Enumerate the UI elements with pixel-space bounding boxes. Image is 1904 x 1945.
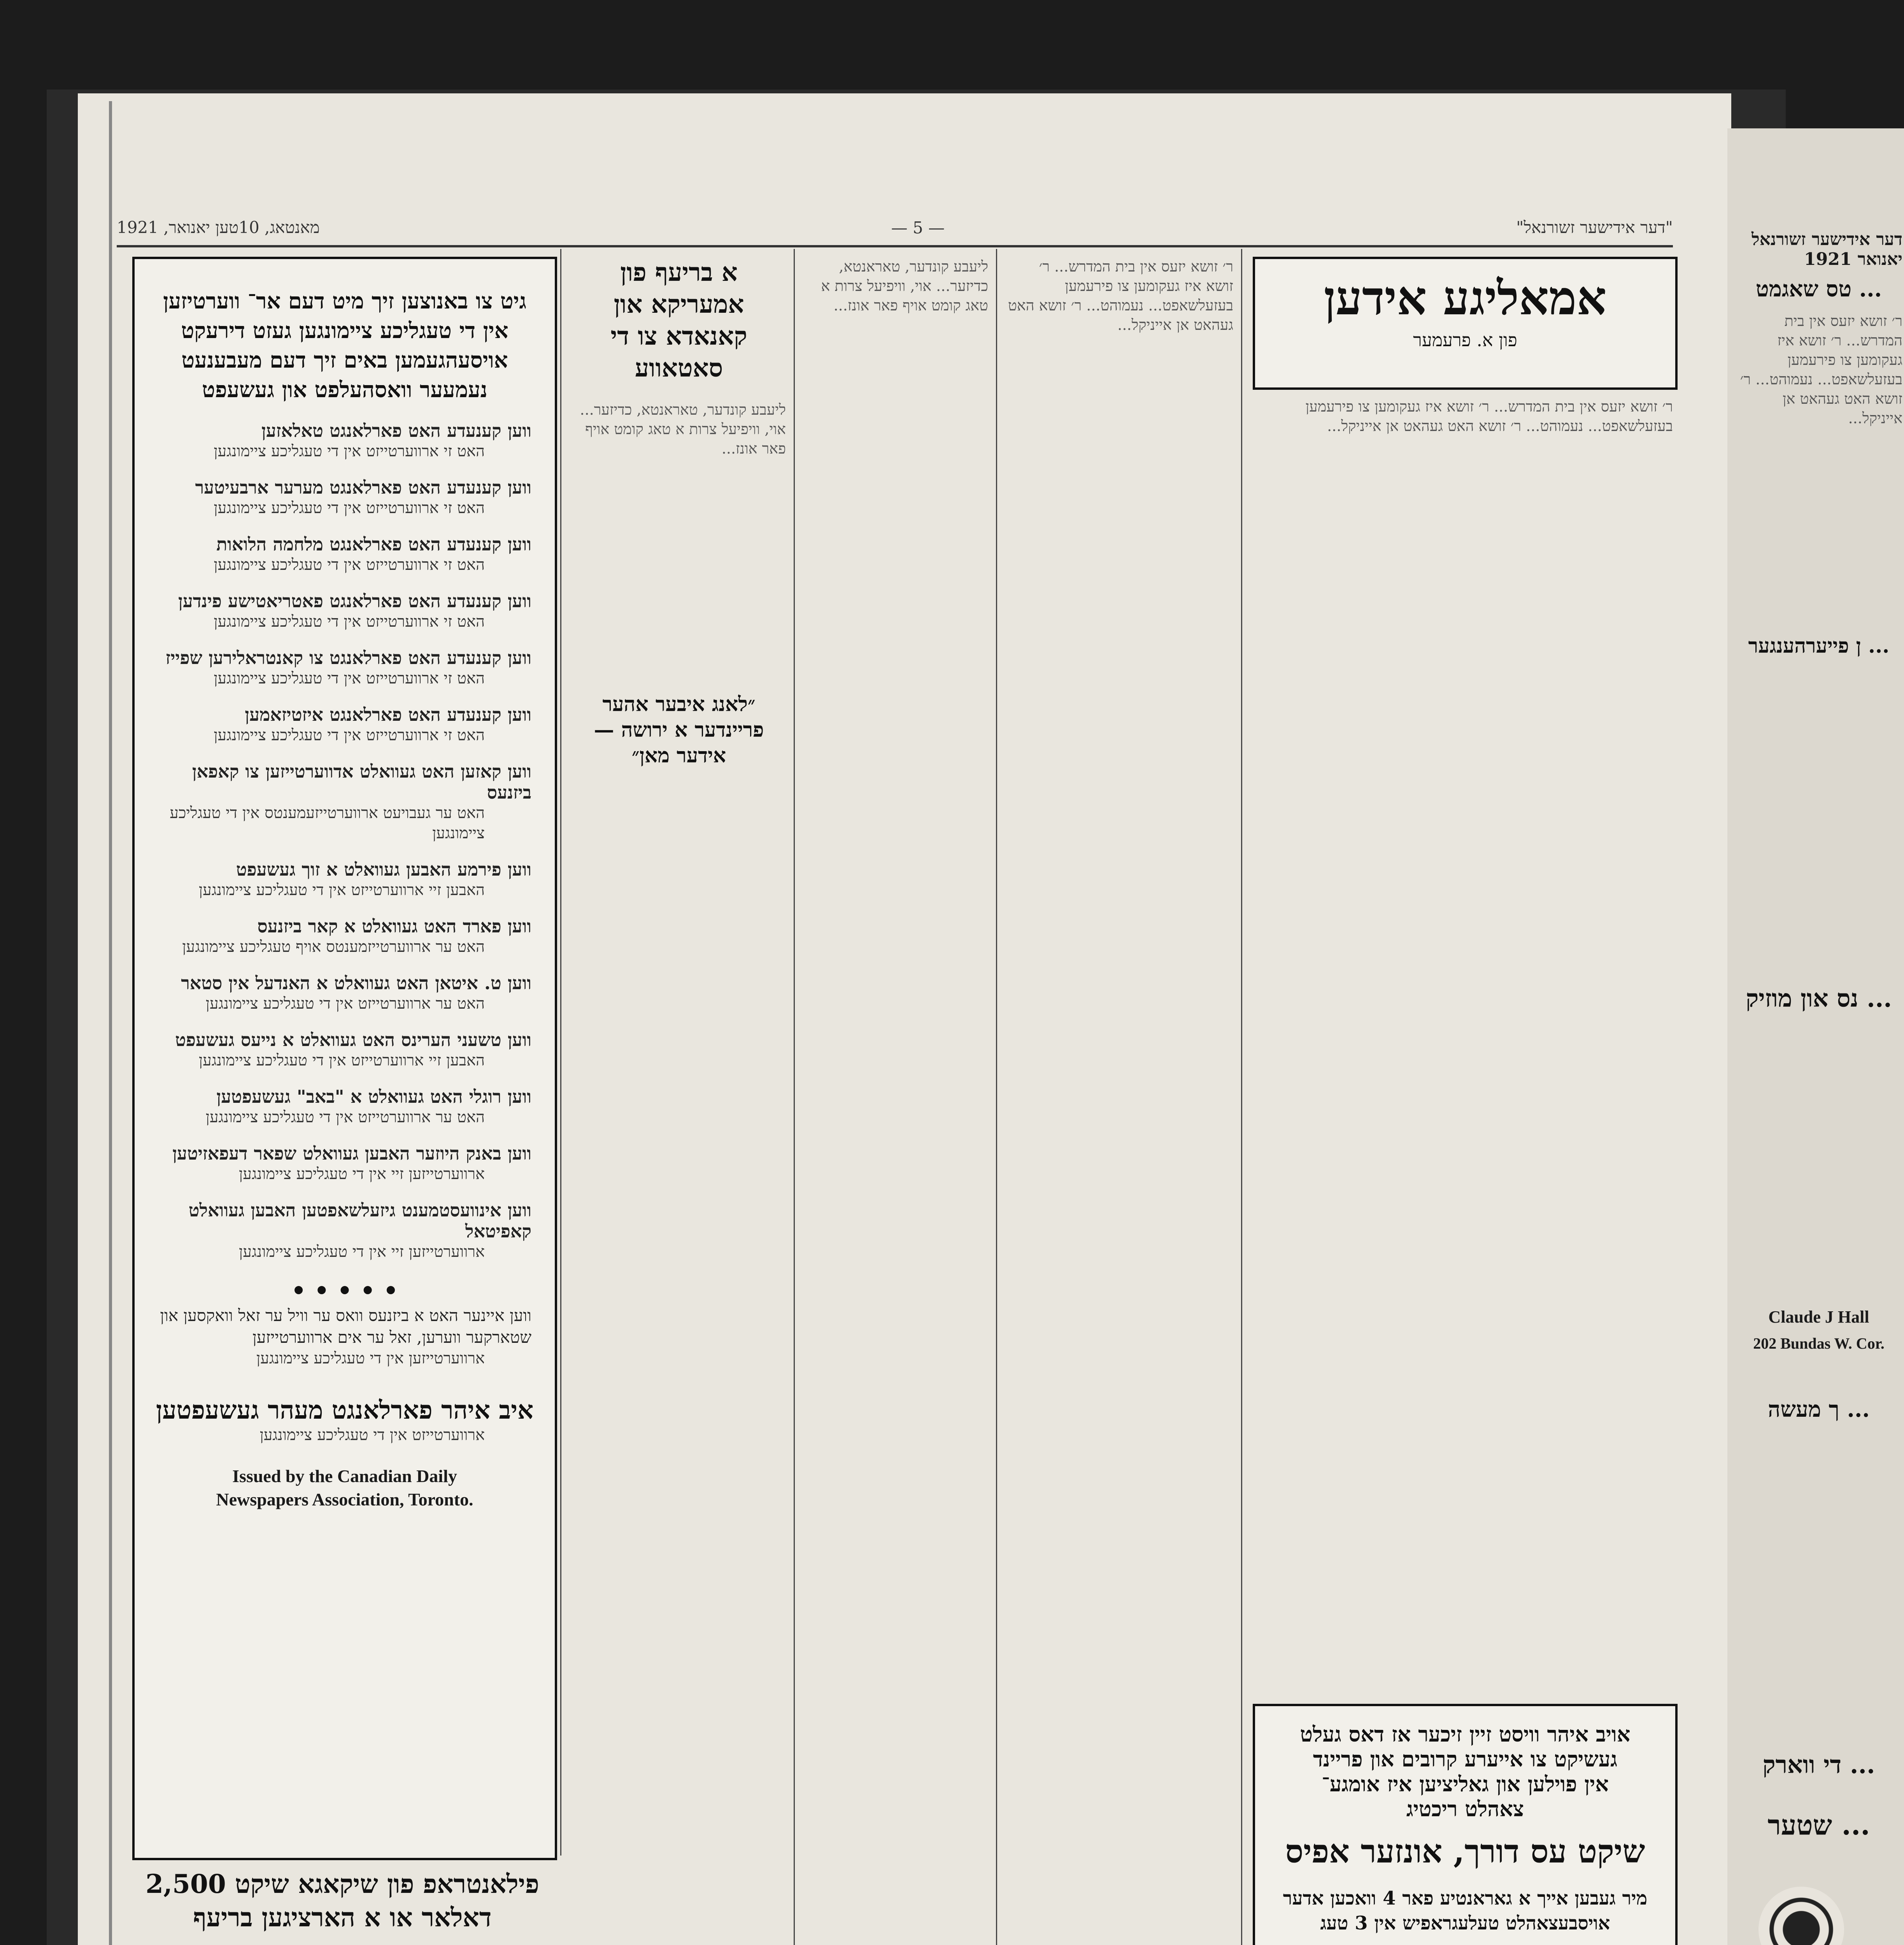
column-rule [560, 249, 561, 1856]
notice-item-question: ווען קאזען האט געוואלט אדווערטייזען צו קאפאן ביזנעס [192, 761, 531, 803]
notice-item-answer: ארווערטייזען זיי אין די טעגליכע ציימונגען [239, 1165, 485, 1183]
story-title-box [1253, 257, 1678, 390]
notice-item-question: ווען פארד האט געוואלט א קאר ביזנעס [257, 916, 531, 937]
public-notice-motto: איב איהר פארלאנגט מעהר געשעפטען [156, 1396, 534, 1425]
second-center-column [801, 257, 988, 1945]
adjacent-box1-title: ... טס שאגמט [1755, 276, 1882, 302]
ad-line-4: צאהלט ריכטיג [1406, 1796, 1524, 1821]
public-notice-box [132, 257, 557, 1860]
center-article [572, 257, 786, 1891]
adjacent-text: ר׳ זושא יזעס אין בית המדרש... ר׳ זושא איז געקומען צו פירעמען בעזעלשאפט... נעמוהט... ר׳ זושא האט געהאט אן אייניקל... [1740, 312, 1902, 427]
header-paper-title: "דער אידישער זשורנאל" [1516, 218, 1673, 237]
public-notice-title: גיט צו באנוצען זיך מיט דעם אר־ ווערטיזען אין די טעגליכע ציימונגען געזט דירעקט אויסעהגעמען באים זיך דעם מעבענעט נעמעער וואסהעלפט און געשעפט [163, 288, 526, 403]
notice-item-question: ווען ט. איטאן האט געוואלט א האנדעל אין סטאר [181, 972, 531, 994]
adjacent-month: יאנואר [1857, 249, 1902, 269]
notice-item-question: ווען קענעדע האט פארלאנגט פאטריאטישע פינדען [178, 591, 531, 612]
notice-item-question: ווען קענעדע האט פארלאנגט איזטיזאמען [245, 704, 531, 725]
notice-divider-dots: • • • • • [291, 1277, 398, 1305]
notice-item-question: ווען טשעני הערינס האט געוואלט א נייעס געשעפט [175, 1029, 531, 1050]
notice-item-answer: האבען זיי ארווערטייזט אין די טעגליכע ציימונגען [198, 1051, 485, 1069]
notice-item-answer: האט ער ארווערטייזט אין די טעגליכע ציימונגען [205, 995, 485, 1013]
adjacent-box2-title: ... ן פייערהענגער [1748, 634, 1890, 658]
adjacent-page-strip [1727, 128, 1904, 1945]
notice-item-answer: האבען זיי ארווערטייזט אין די טעגליכע ציימונגען [198, 881, 485, 899]
header-page-number: — 5 — [891, 218, 945, 237]
notice-item-question: ווען קענעדע האט פארלאנגט צו קאנטראלירען שפייז [165, 647, 531, 668]
issued-by-line: Issued by the Canadian Daily Newspapers Association, Toronto. [216, 1466, 473, 1509]
philanthropy-title: פילאנטראפ פון שיקאגא שיקט 2,500 דאלאר או א הארציגען בריעף [146, 1869, 539, 1933]
story-author: פון א. פרעמער [1413, 329, 1517, 350]
public-notice-motto-sub: ארווערטייזט אין די טעגליכע ציימונגען [259, 1426, 485, 1444]
notice-item-question: ווען רוגלי האט געוואלט א "באב" געשעפטען [216, 1086, 531, 1107]
second-column-body: ליעבע קונדער, טאראנטא, כדיזער... אוי, וויפיעל צרות א טאג קומט אויף פאר אונז... [821, 258, 988, 314]
notice-item-question: ווען קענעדע האט פארלאנגט טאלאזען [261, 420, 531, 441]
notice-item-answer: האט זי ארווערטייזט אין די טעגליכע ציימונגען [214, 613, 485, 631]
story-body: ר׳ זושא יזעס אין בית המדרש... ר׳ זושא איז געקומען צו פירעמען בעזעלשאפט... נעמוהט... ר׳ זושא האט געהאט אן אייניקל... [1305, 398, 1673, 435]
ad-line-2: געשיקט צו אייערע קרובים און פריינד [1313, 1747, 1618, 1772]
adjacent-box4-title: ... ך מעשה [1768, 1397, 1870, 1422]
death-notice-title: ״לאנג איבער אהער פריינדער א ירושה — אידער מאן״ [594, 692, 764, 767]
center-article-body: ליעבע קונדער, טאראנטא, כדיזער... אוי, וויפיעל צרות א טאג קומט אויף פאר אונז... [580, 401, 786, 457]
notice-item-answer: האט ער געבויעט ארווערטייזעמענטס אין די טעגליכע ציימונגען [170, 804, 485, 842]
column-rule [1241, 249, 1242, 1945]
public-notice-list [135, 420, 555, 1262]
column-rule [794, 249, 795, 1945]
story-continuation: ר׳ זושא יזעס אין בית המדרש... ר׳ זושא איז געקומען צו פירעמען בעזעלשאפט... נעמוהט... ר׳ זושא האט געהאט אן אייניקל... [1008, 258, 1233, 333]
ad-headline: שיקט עס דורך, אונזער אפיס [1285, 1833, 1645, 1870]
center-article-title: א בריעף פון אמעריקא און קאנאדא צו די סאטאווע [610, 258, 747, 383]
notice-item-answer: האט ער ארווערטייזט אין די טעגליכע ציימונגען [205, 1108, 485, 1126]
ad-body: מיר געבען אייך א גאראנטיע פאר 4 וואכען אדער אויסבעצאהלט טעלעגראפיש אין 3 טעג [1283, 1887, 1648, 1934]
adjacent-date: 1921 [1804, 249, 1852, 269]
notice-item-answer: האט זי ארווערטייזט אין די טעגליכע ציימונגען [214, 442, 485, 460]
story-title: אמאליגע אידען [1324, 271, 1607, 326]
public-notice-closing-sub: ארווערטייזען אין די טעגליכע ציימונגען [256, 1349, 485, 1367]
notice-item-answer: ארווערטייזען זיי אין די טעגליכע ציימונגען [239, 1243, 485, 1261]
notice-item-answer: האט זי ארווערטייזט אין די טעגליכע ציימונגען [214, 556, 485, 574]
ad-line-1: אויב איהר וויסט זיין זיכער אז דאס געלט [1300, 1722, 1630, 1747]
shipping-ad [1253, 1704, 1678, 1945]
notice-item-answer: האט זי ארווערטייזט אין די טעגליכע ציימונגען [214, 726, 485, 744]
claude-address: 202 Bundas W. Cor. [1753, 1335, 1885, 1352]
notice-item-question: ווען אינוועסטמענט גיזעלשאפטען האבען געוואלט קאפיטאל [188, 1200, 531, 1242]
notice-item-answer: האט זי ארווערטייזט אין די טעגליכע ציימונגען [214, 499, 485, 517]
adjacent-header [1735, 230, 1902, 276]
header-date: מאנטאג, 10טען יאנואר, 1921 [117, 218, 320, 237]
claude-hall: Claude J Hall [1768, 1307, 1869, 1326]
philanthropy-article [132, 1867, 552, 1945]
page-edge [109, 101, 112, 1945]
notice-item-question: ווען באנק היוזער האבען געוואלט שפאר דעפאזיטען [172, 1143, 531, 1164]
page-header [117, 210, 1673, 247]
adjacent-box5-title: ... די ווארק [1762, 1750, 1875, 1779]
notice-item-answer: האט ער ארווערטייזמענטס אויף טעגליכע ציימונגען [182, 938, 485, 956]
notice-item-answer: האט זי ארווערטייזט אין די טעגליכע ציימונגען [214, 669, 485, 687]
notice-item-question: ווען קענעדע האט פארלאנגט מלחמה הלואות [216, 534, 531, 555]
adjacent-box3-title: ... נס און מוזיק [1746, 984, 1892, 1013]
public-notice-closing: ווען איינער האט א ביזנעס וואס ער וויל ער זאל וואקסען און שטארקער ווערען, זאל ער אים ארווערטייזען [160, 1306, 531, 1347]
notice-item-question: ווען קענעדע האט פארלאנגט מערער ארבעיטער [195, 477, 531, 498]
adjacent-box6-title: ... שטער [1767, 1809, 1870, 1841]
adjacent-title: דער אידישער זשורנאל [1751, 230, 1902, 249]
column-rule [996, 249, 997, 1945]
ad-line-3: אין פוילען און גאליציען איז אומגע־ [1322, 1772, 1609, 1796]
notice-item-question: ווען פירמע האבען געוואלט א זוך געשעפט [236, 859, 531, 880]
